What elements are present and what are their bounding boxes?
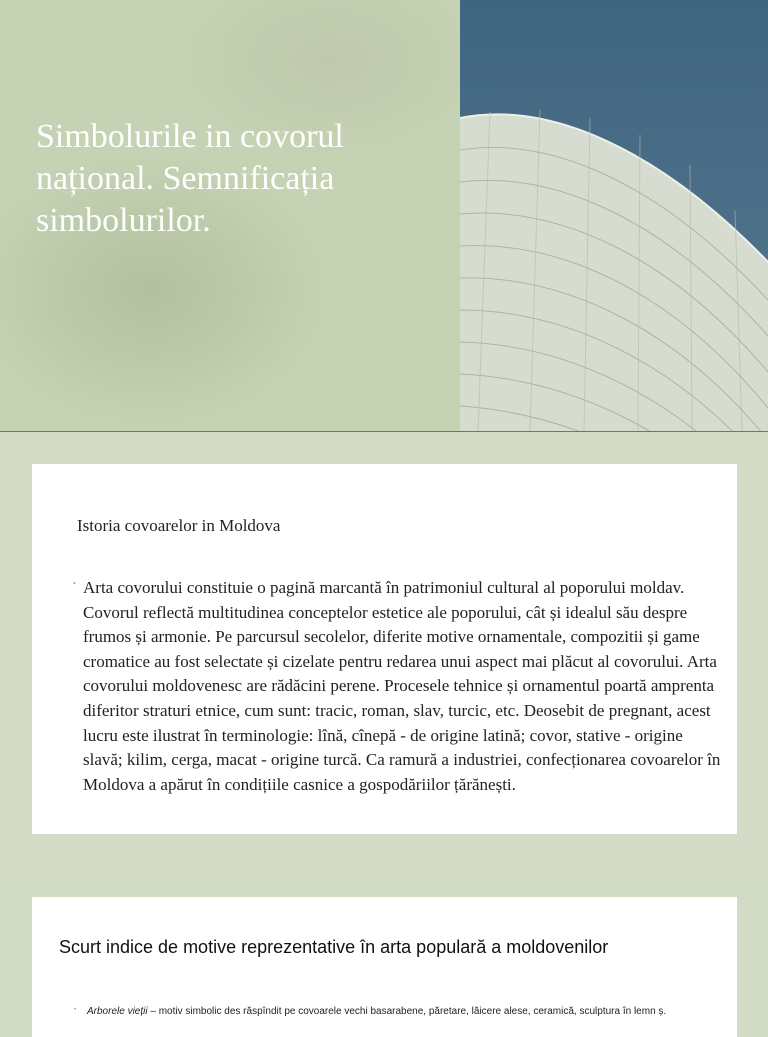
page-title: Simbolurile in covorul național. Semnificația simbolurilor. bbox=[36, 118, 344, 239]
motifs-heading: Scurt indice de motive reprezentative în arta populară a moldovenilor bbox=[59, 937, 609, 957]
architecture-photo bbox=[460, 0, 768, 432]
history-heading: Istoria covoarelor in Moldova bbox=[77, 516, 281, 535]
motif-term: Arborele vieții bbox=[87, 1006, 148, 1017]
title-slide bbox=[0, 0, 768, 432]
curved-building-image bbox=[460, 0, 768, 432]
motifs-card bbox=[32, 897, 737, 1037]
history-card bbox=[32, 464, 737, 834]
bullet-icon: • bbox=[74, 1007, 77, 1013]
motif-description: – motiv simbolic des răspîndit pe covoarele vechi basarabene, păretare, lăicere alese, ceramică, sculptura în lemn ș. bbox=[147, 1006, 667, 1017]
history-paragraph: Arta covorului constituie o pagină marcantă în patrimoniul cultural al poporului moldav. Covorul reflectă multitudinea conceptelor estetice ale poporului, cât și idealul său despre frumos și armonie. Pe parcursul secolelor, diferite motive ornamentale, compozitii și game cromatice au fost selectate și cizelate pentru redarea unui aspect mai plăcut al covorului. Arta covorului moldovenesc are rădăcini perene. Procesele tehnice și ornamentul poartă amprenta diferitor straturi etnice, cum sunt: tracic, roman, slav, turcic, etc. Deosebit de pregnant, acest lucru este ilustrat în terminologie: lînă, cînepă - de origine latină; covor, stative - origine slavă; kilim, cerga, macat - origine turcă. Ca ramură a industriei, confecționarea covoarelor în Moldova a apărut în condițiile casnice a gospodăriilor țărănești. bbox=[83, 578, 721, 794]
bullet-icon: • bbox=[73, 579, 76, 588]
motifs-paragraph bbox=[87, 1005, 717, 1018]
